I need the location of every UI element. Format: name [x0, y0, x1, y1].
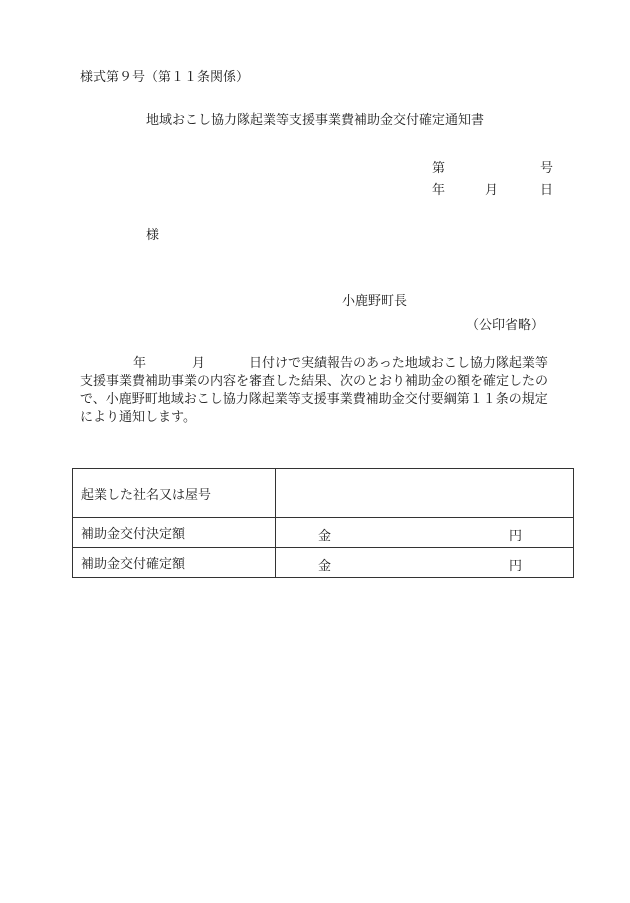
body-year: 年: [133, 356, 147, 371]
body-line-1-rest: 日付けで実績報告のあった地域おこし協力隊起業等: [249, 356, 548, 371]
decided-amount-label: 補助金交付決定額: [73, 518, 276, 548]
document-title: 地域おこし協力隊起業等支援事業費補助金交付確定通知書: [146, 113, 485, 128]
business-name-label: 起業した社名又は屋号: [73, 469, 276, 518]
form-number-label: 様式第９号（第１１条関係）: [80, 70, 250, 85]
body-line-2: [80, 373, 580, 391]
body-line-3: [80, 391, 580, 409]
body-line-2-text: 支援事業費補助事業の内容を審査した結果、次のとおり補助金の額を確定したの: [80, 374, 549, 389]
confirmed-amount-suffix: 円: [509, 558, 523, 574]
table-row-decided-amount: [73, 518, 574, 548]
business-name-value[interactable]: [276, 469, 574, 518]
body-line-4-text: により通知します。: [80, 410, 196, 425]
decided-amount-prefix: 金: [318, 528, 332, 544]
table-row-business-name: [73, 469, 574, 518]
decided-amount-suffix: 円: [509, 528, 523, 544]
confirmed-amount-label: 補助金交付確定額: [73, 548, 276, 578]
seal-omitted-note: （公印省略）: [466, 318, 545, 333]
document-number-prefix: 第: [432, 161, 446, 176]
body-line-4: [80, 409, 580, 427]
body-line-1: [80, 355, 580, 373]
body-month: 月: [192, 356, 206, 371]
notice-body: [80, 355, 580, 427]
confirmed-amount-prefix: 金: [318, 558, 332, 574]
issuer-name: 小鹿野町長: [342, 294, 408, 309]
decided-amount-value[interactable]: [276, 518, 574, 548]
confirmed-amount-value[interactable]: [276, 548, 574, 578]
document-number-suffix: 号: [540, 161, 554, 176]
grant-info-table: [72, 468, 574, 578]
body-line-3-text: で、小鹿野町地域おこし協力隊起業等支援事業費補助金交付要綱第１１条の規定: [80, 392, 548, 407]
addressee-honorific: 様: [146, 228, 160, 243]
date-month: 月: [485, 183, 499, 198]
date-day: 日: [540, 183, 554, 198]
date-year: 年: [432, 183, 446, 198]
table-row-confirmed-amount: [73, 548, 574, 578]
